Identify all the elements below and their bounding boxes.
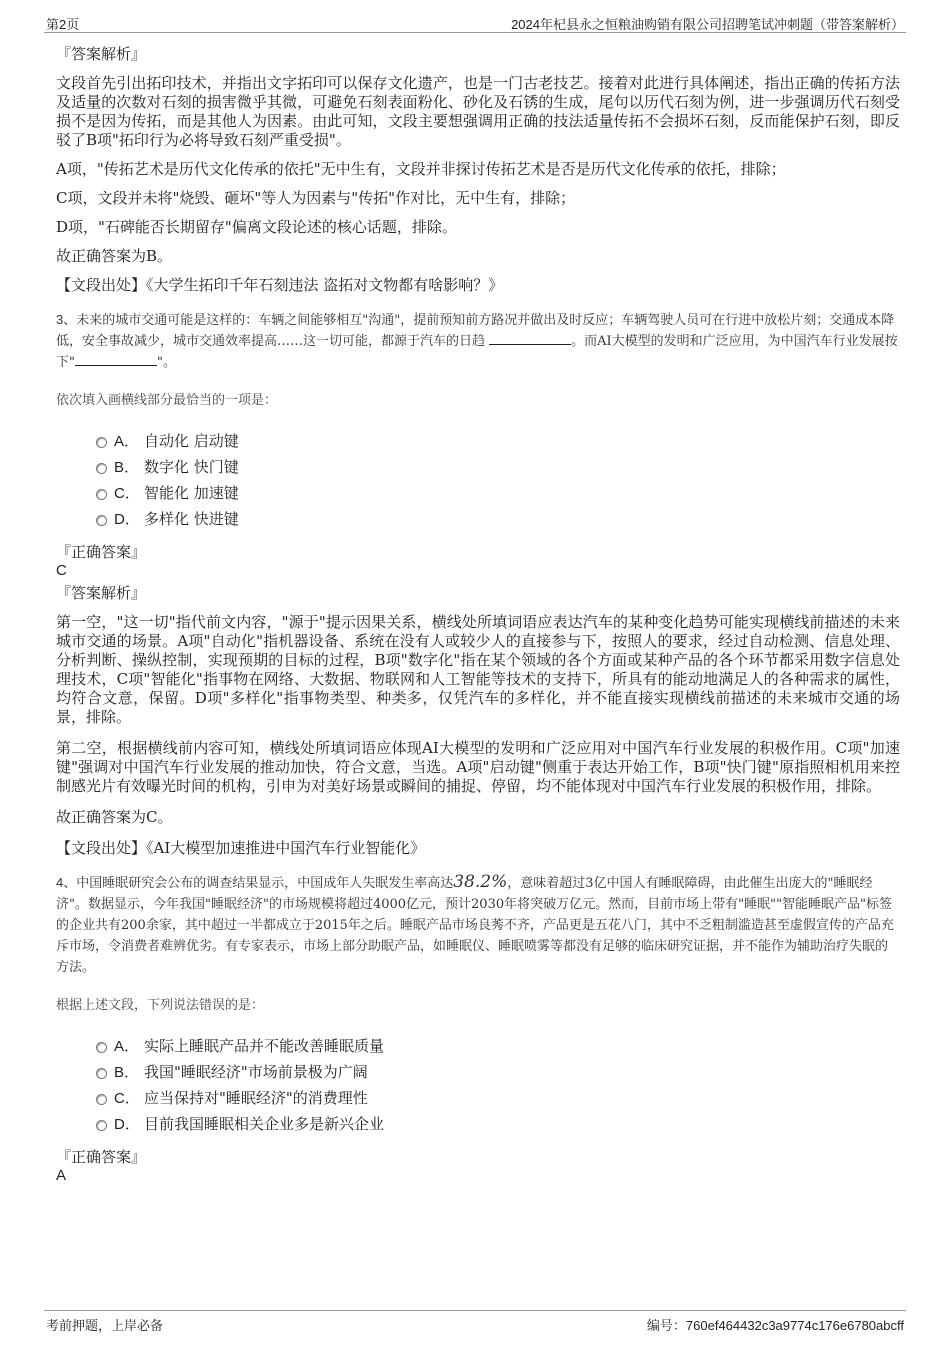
- option-a[interactable]: [56, 1033, 900, 1059]
- analysis-paragraph-1: 第一空，"这一切"指代前文内容，"源于"提示因果关系，横线处所填词语应表达汽车的某种变化趋势可能实现横线前描述的未来城市交通的场景。A项"自动化"指机器设备、系统在没有人或较少人的直接参与下，按照人的要求，经过自动检测、信息处理、分析判断、操纵控制，实现预期的目标的过程，B项"数字化"指在某个领域的各个方面或某种产品的各个环节都采用数字信息处理技术，C项"智能化"指事物在网络、大数据、物联网和人工智能等技术的支持下，所具有的能动地满足人的各种需求的属性，均符合文意，保留。D项"多样化"指事物类型、种类多，仅凭汽车的多样化，并不能直接实现横线前描述的未来城市交通的场景，排除。: [56, 613, 900, 726]
- radio-button[interactable]: [96, 1068, 107, 1079]
- radio-button[interactable]: [96, 1042, 107, 1053]
- analysis-option-d: D项，"石碑能否长期留存"偏离文段论述的核心话题，排除。: [56, 218, 457, 236]
- percent-value: 38.2%: [453, 872, 508, 892]
- option-a[interactable]: [56, 428, 900, 454]
- question-number: 3、: [56, 312, 77, 327]
- q4-options: [56, 1033, 900, 1137]
- radio-button[interactable]: [96, 463, 107, 474]
- correct-answer-label: 『正确答案』: [56, 1148, 147, 1166]
- analysis-paragraph-2: 第二空，根据横线前内容可知，横线处所填词语应体现AI大模型的发明和广泛应用对中国汽车行业发展的积极作用。C项"加速键"强调对中国汽车行业发展的推动加快，符合文意，当选。A项"启动键"侧重于表达开始工作，B项"快门键"原指照相机用来控制感光片有效曝光时间的机构，引申为对美好场景或瞬间的捕捉、停留，均不能体现对中国汽车行业发展的积极作用，排除。: [56, 739, 900, 795]
- question-text-part1: 未来的城市交通可能是这样的：车辆之间能够相互"沟通"，提前预知前方路况并做出及时反应；车辆驾驶人员可在行进中放松片刻；交通成本降低，安全事故减少，城市交通效率提高……这一切可能，都源于汽车的日趋: [56, 313, 895, 349]
- footer-slogan: 考前押题，上岸必备: [46, 1319, 164, 1334]
- option-text: 数字化 快门键: [144, 458, 239, 476]
- option-text: 我国"睡眠经济"市场前景极为广阔: [144, 1063, 368, 1081]
- option-letter: B．: [114, 1064, 140, 1081]
- answer-conclusion: 故正确答案为B。: [56, 247, 173, 265]
- option-letter: A．: [114, 433, 140, 450]
- option-d[interactable]: [56, 506, 900, 532]
- radio-button[interactable]: [96, 1120, 107, 1131]
- option-text: 实际上睡眠产品并不能改善睡眠质量: [144, 1037, 385, 1055]
- question-text-part3: "。: [156, 355, 176, 370]
- answer-conclusion: 故正确答案为C。: [56, 808, 173, 826]
- option-letter: B．: [114, 459, 140, 476]
- page-header: [44, 14, 906, 33]
- option-letter: D．: [114, 511, 140, 528]
- question-text-part2: 。而AI大模型的发明和广泛应用，为中国汽车行业发展按下": [56, 334, 898, 370]
- option-b[interactable]: [56, 1059, 900, 1085]
- radio-button[interactable]: [96, 489, 107, 500]
- radio-button[interactable]: [96, 515, 107, 526]
- document-id: [647, 1315, 904, 1334]
- correct-answer-label: 『正确答案』: [56, 543, 147, 561]
- id-label: 编号：: [646, 1319, 686, 1334]
- document-title: 2024年杞县永之恒粮油购销有限公司招聘笔试冲刺题（带答案解析）: [511, 17, 904, 32]
- analysis-paragraph: 文段首先引出拓印技术，并指出文字拓印可以保存文化遗产，也是一门古老技艺。接着对此进行具体阐述，指出正确的传拓方法及适量的次数对石刻的损害微乎其微，可避免石刻表面粉化、砂化及石锈的生成，尾句以历代石刻为例，进一步强调历代石刻受损不是因为传拓，而是其他人为因素。由此可知，文段主要想强调用正确的技法适量传拓不会损坏石刻，反而能保护石刻，即反驳了B项"拓印行为必将导致石刻严重受损"。: [56, 74, 900, 149]
- radio-button[interactable]: [96, 437, 107, 448]
- option-letter: C．: [114, 1090, 140, 1107]
- option-b[interactable]: [56, 454, 900, 480]
- analysis-option-c: C项，文段并未将"烧毁、砸坏"等人为因素与"传拓"作对比，无中生有，排除；: [56, 189, 576, 207]
- question-text-part1: 中国睡眠研究会公布的调查结果显示，中国成年人失眠发生率高达: [76, 876, 454, 891]
- text-source: 【文段出处】《大学生拓印千年石刻违法 盗拓对文物都有啥影响？》: [56, 276, 504, 294]
- option-text: 多样化 快进键: [144, 510, 239, 528]
- option-d[interactable]: [56, 1111, 900, 1137]
- option-c[interactable]: [56, 480, 900, 506]
- option-text: 自动化 启动键: [144, 432, 239, 450]
- option-c[interactable]: [56, 1085, 900, 1111]
- question-number: 4、: [56, 875, 77, 890]
- option-text: 应当保持对"睡眠经济"的消费理性: [144, 1089, 368, 1107]
- fill-blank-2: [75, 355, 157, 366]
- option-letter: A．: [114, 1038, 140, 1055]
- question-prompt: 依次填入画横线部分最恰当的一项是：: [56, 393, 278, 408]
- question-prompt: 根据上述文段，下列说法错误的是：: [56, 998, 265, 1013]
- question-4: [56, 872, 900, 978]
- id-code: 760ef464432c3a9774c176e6780abcff: [685, 1318, 904, 1333]
- analysis-label: 『答案解析』: [56, 45, 147, 63]
- q3-options: [56, 428, 900, 532]
- analysis-option-a: A项，"传拓艺术是历代文化传承的依托"无中生有，文段并非探讨传拓艺术是否是历代文化传承的依托，排除；: [56, 160, 786, 178]
- page-number: 第2页: [46, 17, 80, 32]
- question-3: [56, 309, 900, 373]
- page-content: [56, 44, 900, 1188]
- option-text: 目前我国睡眠相关企业多是新兴企业: [144, 1115, 385, 1133]
- radio-button[interactable]: [96, 1094, 107, 1105]
- text-source: 【文段出处】《AI大模型加速推进中国汽车行业智能化》: [56, 839, 426, 857]
- question-text-part2: ，意味着超过3亿中国人有睡眠障碍，由此催生出庞大的"睡眠经济"。数据显示，今年我国"睡眠经济"的市场规模将超过4000亿元，预计2030年将突破万亿元。然而，目前市场上带有"睡眠""智能睡眠产品"标签的企业共有200余家，其中超过一半都成立于2015年之后。睡眠产品市场良莠不齐，产品更是五花八门，其中不乏粗制滥造甚至虚假宣传的产品充斥市场，令消费者难辨优劣。有专家表示，市场上部分助眠产品，如睡眠仪、睡眠喷雾等都没有足够的临床研究证据，并不能作为辅助治疗失眠的方法。: [56, 876, 894, 975]
- option-letter: D．: [114, 1116, 140, 1133]
- correct-answer: A: [56, 1167, 67, 1184]
- correct-answer: C: [56, 562, 67, 579]
- option-letter: C．: [114, 485, 140, 502]
- fill-blank-1: [489, 334, 571, 345]
- option-text: 智能化 加速键: [144, 484, 239, 502]
- analysis-label: 『答案解析』: [56, 584, 147, 602]
- page-footer: [44, 1310, 906, 1333]
